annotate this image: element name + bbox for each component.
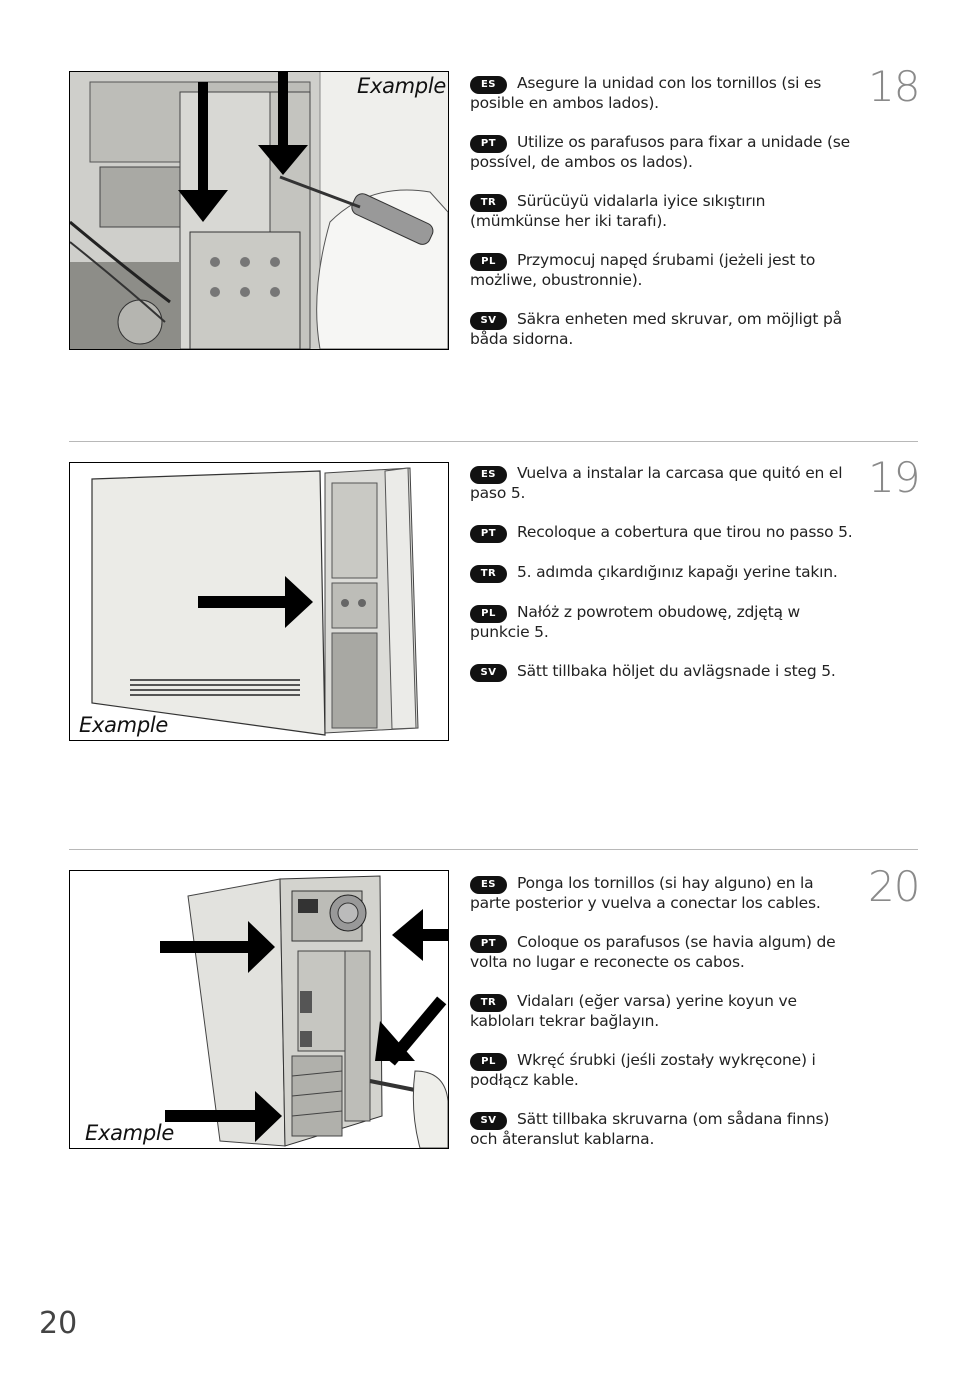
- instruction-pl: PL Przymocuj napęd śrubami (jeżeli jest to możliwe, obustronnie).: [470, 251, 816, 289]
- language-badge-tr: TR: [470, 194, 507, 212]
- instruction-pl: PL Nałóż z powrotem obudowę, zdjętą w punkcie 5.: [470, 603, 800, 641]
- instruction-es: ES Ponga los tornillos (si hay alguno) en la parte posterior y vuelva a conectar los cables.: [470, 874, 821, 912]
- language-badge-sv: SV: [470, 664, 507, 682]
- rear-panel-illustration: [70, 871, 448, 1148]
- language-badge-pl: PL: [470, 253, 507, 271]
- instruction-pt: PT Coloque os parafusos (se havia algum) de volta no lugar e reconecte os cabos.: [470, 933, 836, 971]
- instruction-sv: SV Sätt tillbaka skruvarna (om sådana finns) och återanslut kablarna.: [470, 1110, 830, 1148]
- language-badge-es: ES: [470, 876, 507, 894]
- instruction-sv: SV Säkra enheten med skruvar, om möjligt på båda sidorna.: [470, 310, 842, 348]
- drive-bay-screw-illustration: [70, 72, 448, 349]
- instruction-es: ES Asegure la unidad con los tornillos (si es posible en ambos lados).: [470, 74, 822, 112]
- step-19-photo: [69, 462, 449, 741]
- language-badge-pt: PT: [470, 935, 507, 953]
- example-label: Example: [85, 1121, 175, 1145]
- section-divider: [69, 849, 918, 850]
- step-number-19: 19: [868, 453, 920, 502]
- language-badge-pt: PT: [470, 525, 507, 543]
- language-badge-pl: PL: [470, 1053, 507, 1071]
- language-badge-sv: SV: [470, 312, 507, 330]
- language-badge-tr: TR: [470, 994, 507, 1012]
- instruction-pt: PT Utilize os parafusos para fixar a unidade (se possível, de ambos os lados).: [470, 133, 851, 171]
- step-number-18: 18: [868, 62, 920, 111]
- section-divider: [69, 441, 918, 442]
- step-20-instructions: [470, 874, 855, 1169]
- page-number: 20: [39, 1306, 78, 1341]
- step-18-instructions: [470, 74, 855, 369]
- example-label: Example: [356, 74, 446, 98]
- instruction-pt: PT Recoloque a cobertura que tirou no passo 5.: [470, 523, 855, 543]
- language-badge-es: ES: [470, 76, 507, 94]
- language-badge-es: ES: [470, 466, 507, 484]
- instruction-pl: PL Wkręć śrubki (jeśli zostały wykręcone) i podłącz kable.: [470, 1051, 816, 1089]
- step-19-instructions: [470, 464, 855, 702]
- language-badge-tr: TR: [470, 565, 507, 583]
- language-badge-pl: PL: [470, 605, 507, 623]
- example-label: Example: [79, 713, 169, 737]
- language-badge-sv: SV: [470, 1112, 507, 1130]
- case-cover-illustration: [70, 463, 448, 740]
- instruction-tr: TR Sürücüyü vidalarla iyice sıkıştırın (mümkünse her iki tarafı).: [470, 192, 766, 230]
- instruction-sv: SV Sätt tillbaka höljet du avlägsnade i steg 5.: [470, 662, 855, 682]
- step-18-photo: [69, 71, 449, 350]
- step-20-photo: [69, 870, 449, 1149]
- instruction-es: ES Vuelva a instalar la carcasa que quitó en el paso 5.: [470, 464, 843, 502]
- instruction-tr: TR 5. adımda çıkardığınız kapağı yerine takın.: [470, 563, 855, 583]
- language-badge-pt: PT: [470, 135, 507, 153]
- step-number-20: 20: [868, 862, 920, 911]
- instruction-tr: TR Vidaları (eğer varsa) yerine koyun ve kabloları tekrar bağlayın.: [470, 992, 797, 1030]
